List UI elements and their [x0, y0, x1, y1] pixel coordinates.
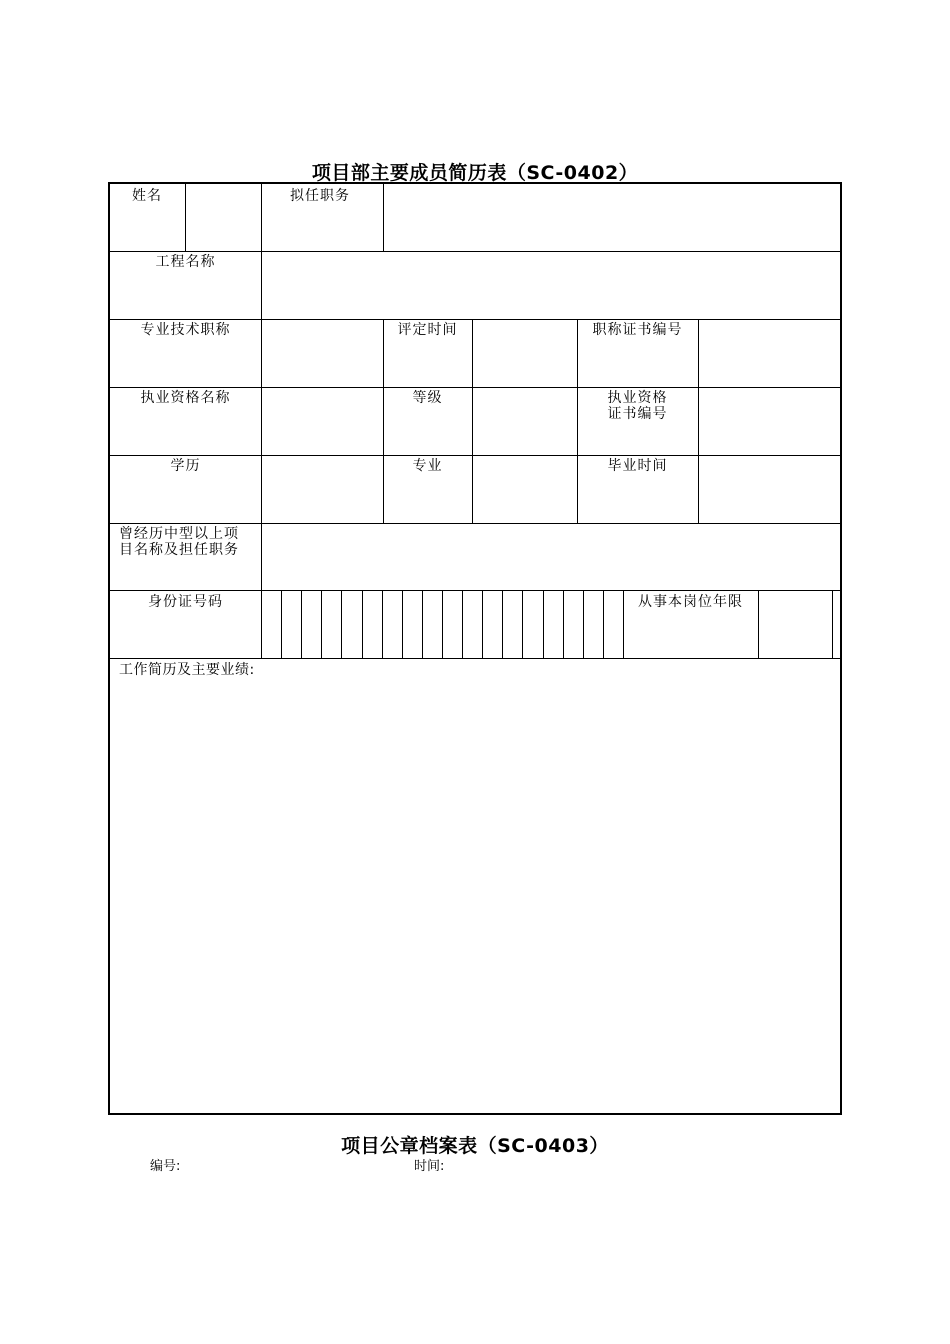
col-divider — [698, 319, 699, 523]
work-history-label: 工作简历及主要业绩: — [119, 662, 255, 678]
row-divider — [110, 455, 840, 456]
col-divider — [832, 590, 833, 658]
practice-cert-no-label: 执业资格 — [607, 390, 668, 406]
col-divider — [261, 184, 262, 658]
number-label: 编号: — [150, 1159, 181, 1174]
row-divider — [110, 387, 840, 388]
years-in-position-label: 从事本岗位年限 — [638, 594, 743, 610]
education-label: 学历 — [170, 458, 201, 474]
id-digit-divider — [301, 590, 302, 658]
form-title: 项目部主要成员简历表（SC-0402） — [311, 162, 639, 184]
col-divider — [472, 319, 473, 523]
graduation-time-label: 毕业时间 — [607, 458, 668, 474]
id-digit-divider — [482, 590, 483, 658]
id-digit-divider — [382, 590, 383, 658]
practice-qualification-label: 执业资格名称 — [140, 390, 231, 406]
col-divider — [185, 184, 186, 251]
major-label: 专业 — [412, 458, 443, 474]
id-digit-divider — [563, 590, 564, 658]
id-digit-divider — [362, 590, 363, 658]
evaluation-time-label: 评定时间 — [397, 322, 458, 338]
id-digit-divider — [402, 590, 403, 658]
id-digit-divider — [442, 590, 443, 658]
row-divider — [110, 590, 840, 591]
row-divider — [110, 523, 840, 524]
id-digit-divider — [281, 590, 282, 658]
col-divider — [758, 590, 759, 658]
id-digit-divider — [502, 590, 503, 658]
professional-title-label: 专业技术职称 — [140, 322, 231, 338]
row-divider — [110, 319, 840, 320]
proposed-position-label: 拟任职务 — [290, 188, 350, 204]
row-divider — [110, 251, 840, 252]
col-divider — [383, 184, 384, 251]
title-cert-no-label: 职称证书编号 — [592, 322, 683, 338]
name-label: 姓名 — [132, 188, 162, 204]
grade-label: 等级 — [412, 390, 443, 406]
id-number-label: 身份证号码 — [148, 594, 223, 610]
id-digit-divider — [462, 590, 463, 658]
id-digit-divider — [321, 590, 322, 658]
practice-cert-no-label: 证书编号 — [607, 406, 668, 422]
id-digit-divider — [543, 590, 544, 658]
past-projects-label: 曾经历中型以上项 — [119, 526, 239, 542]
time-label: 时间: — [414, 1159, 445, 1174]
id-digit-divider — [603, 590, 604, 658]
project-name-label: 工程名称 — [155, 254, 216, 270]
id-digit-divider — [583, 590, 584, 658]
form-title: 项目公章档案表（SC-0403） — [341, 1135, 609, 1157]
col-divider — [383, 319, 384, 523]
id-digit-divider — [341, 590, 342, 658]
id-digit-divider — [522, 590, 523, 658]
resume-form — [108, 182, 842, 1115]
row-divider — [110, 658, 840, 659]
past-projects-label: 目名称及担任职务 — [119, 542, 239, 558]
id-digit-divider — [422, 590, 423, 658]
